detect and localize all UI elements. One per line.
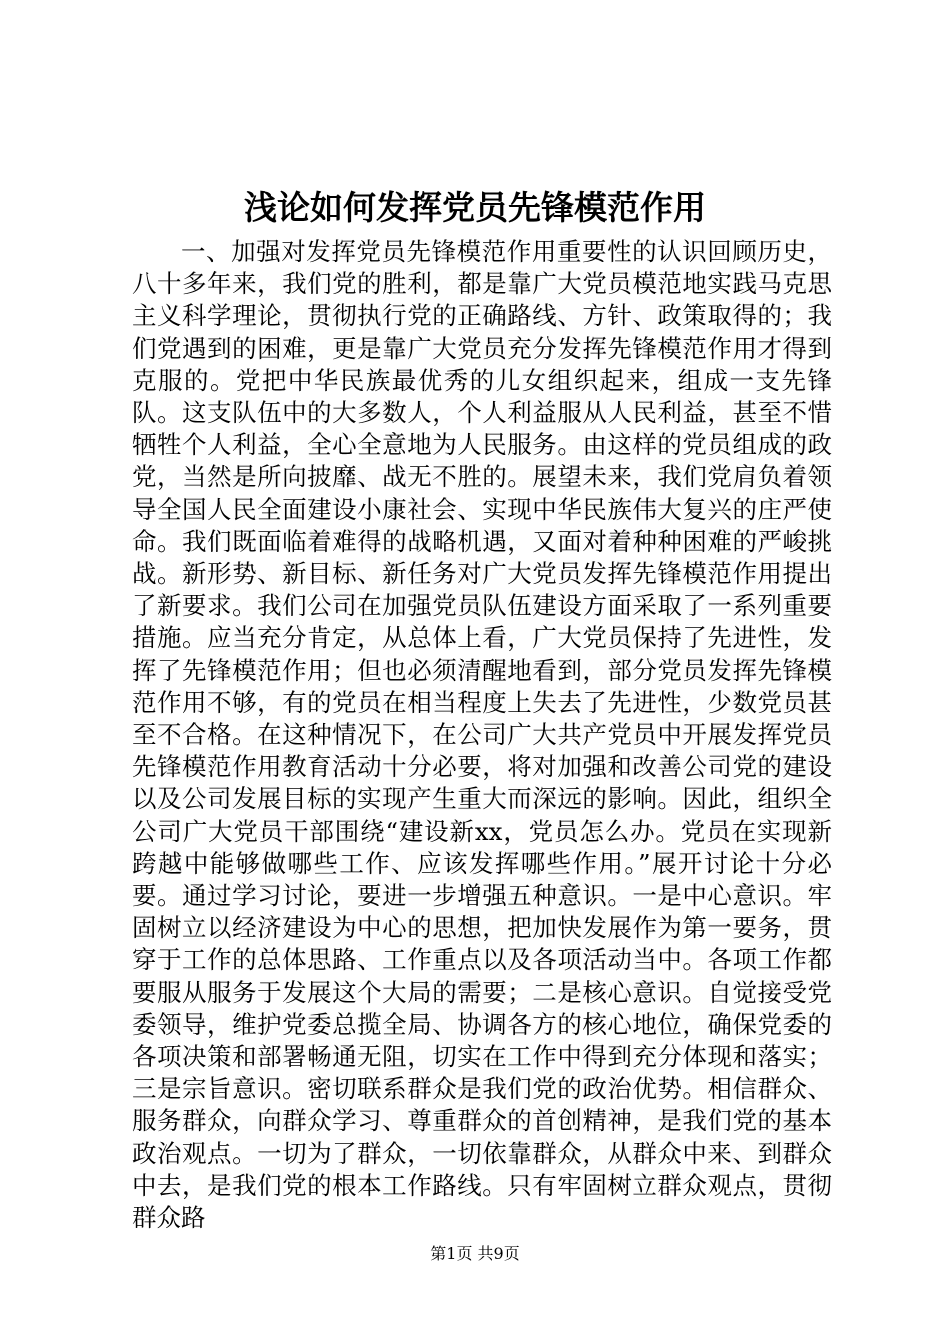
page-number-footer: 第1页 共9页: [430, 1244, 520, 1263]
document-body-paragraph: 一、加强对发挥党员先锋模范作用重要性的认识回顾历史，八十多年来，我们党的胜利，都是靠广大党员模范地实践马克思主义科学理论，贯彻执行党的正确路线、方针、政策取得的；我们党遇到的困难，更是靠广大党员充分发挥先锋模范作用才得到克服的。党把中华民族最优秀的儿女组织起来，组成一支先锋队。这支队伍中的大多数人，个人利益服从人民利益，甚至不惜牺牲个人利益，全心全意地为人民服务。由这样的党员组成的政党，当然是所向披靡、战无不胜的。展望未来，我们党肩负着领导全国人民全面建设小康社会、实现中华民族伟大复兴的庄严使命。我们既面临着难得的战略机遇，又面对着种种困难的严峻挑战。新形势、新目标、新任务对广大党员发挥先锋模范作用提出了新要求。我们公司在加强党员队伍建设方面采取了一系列重要措施。应当充分肯定，从总体上看，广大党员保持了先进性，发挥了先锋模范作用；但也必须清醒地看到，部分党员发挥先锋模范作用不够，有的党员在相当程度上失去了先进性，少数党员甚至不合格。在这种情况下，在公司广大共产党员中开展发挥党员先锋模范作用教育活动十分必要，将对加强和改善公司党的建设以及公司发展目标的实现产生重大而深远的影响。因此，组织全公司广大党员干部围绕“建设新xx，党员怎么办。党员在实现新跨越中能够做哪些工作、应该发挥哪些作用。”展开讨论十分必要。通过学习讨论，要进一步增强五种意识。一是中心意识。牢固树立以经济建设为中心的思想，把加快发展作为第一要务，贯穿于工作的总体思路、工作重点以及各项活动当中。各项工作都要服从服务于发展这个大局的需要；二是核心意识。自觉接受党委领导，维护党委总揽全局、协调各方的核心地位，确保党委的各项决策和部署畅通无阻，切实在工作中得到充分体现和落实；三是宗旨意识。密切联系群众是我们党的政治优势。相信群众、服务群众，向群众学习、尊重群众的首创精神，是我们党的基本政治观点。一切为了群众，一切依靠群众，从群众中来、到群众中去，是我们党的根本工作路线。只有牢固树立群众观点，贯彻群众路: [132, 237, 832, 1233]
document-title: 浅论如何发挥党员先锋模范作用: [244, 188, 706, 227]
